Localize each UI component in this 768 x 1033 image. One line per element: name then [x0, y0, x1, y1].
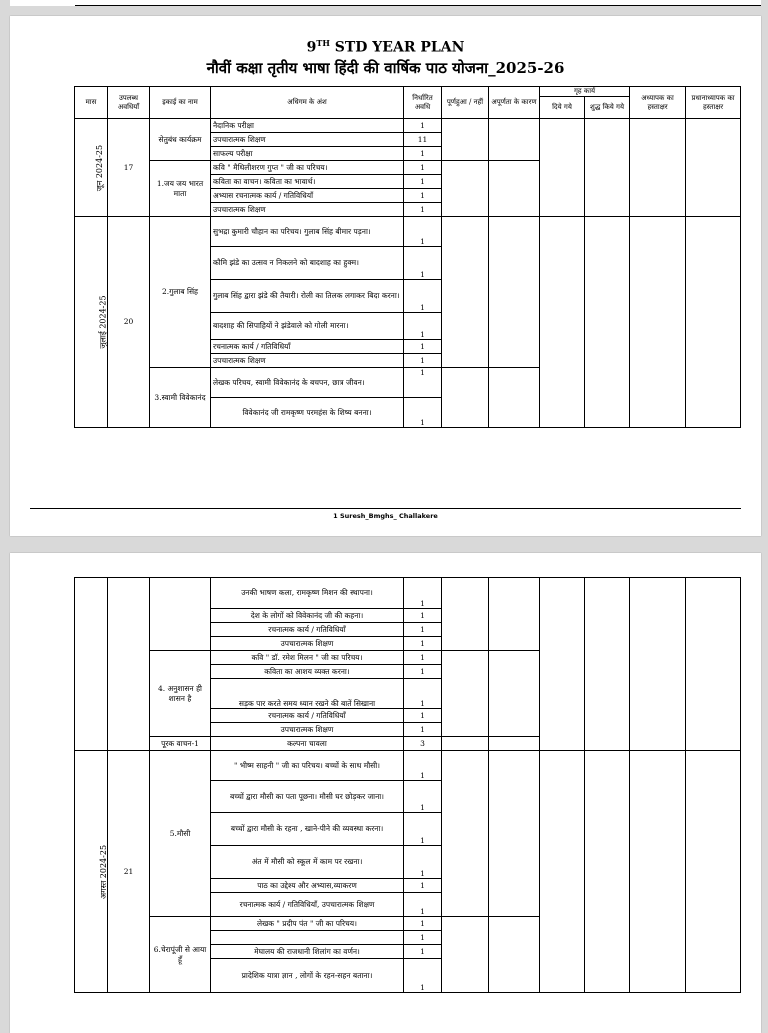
learning-part: उनकी भाषण कला, रामकृष्ण मिशन की स्थापना।: [211, 578, 404, 609]
assigned-period: 1: [404, 723, 442, 737]
month-august: अगस्त 2024-25: [75, 751, 108, 993]
assigned-period: 1: [404, 340, 442, 354]
assigned-period: 1: [404, 917, 442, 931]
assigned-period: 1: [404, 637, 442, 651]
assigned-period: 1: [404, 665, 442, 679]
assigned-period: 1: [404, 147, 442, 161]
assigned-period: 1: [404, 398, 442, 428]
previous-page-edge: [10, 0, 761, 6]
header-head-sign: प्रधानाध्यापक का हस्ताक्षर: [686, 87, 741, 119]
assigned-period: 1: [404, 931, 442, 945]
learning-part: सड़क पार करते समय ध्यान रखने की बातें सिखाना: [211, 679, 404, 709]
month-june: जून 2024-25: [75, 119, 108, 217]
learning-part: मेघालय की राजधानी शिलांग का वर्णन।: [211, 945, 404, 959]
unit-name: 1.जय जय भारत माता: [150, 161, 211, 217]
header-assigned: निर्धारित अवधि: [404, 87, 442, 119]
learning-part: उपचारात्मक शिक्षण: [211, 354, 404, 368]
learning-part: अभ्यास रचनात्मक कार्य / गतिविधियाँ: [211, 189, 404, 203]
learning-part: कवि " मैथिलीशरण गुप्त " जी का परिचय।: [211, 161, 404, 175]
table-row: [75, 217, 741, 247]
unit-name: सेतुबंध कार्यक्रम: [150, 119, 211, 161]
assigned-period: 1: [404, 751, 442, 781]
learning-part: बादशाह की सिपाहियों ने झंडेवाले को गोली मारना।: [211, 313, 404, 340]
assigned-period: 1: [404, 189, 442, 203]
assigned-period: 1: [404, 945, 442, 959]
periods-july: 20: [108, 217, 150, 428]
assigned-period: 11: [404, 133, 442, 147]
title-english: 9TH STD YEAR PLAN: [306, 38, 465, 56]
assigned-period: 1: [404, 161, 442, 175]
assigned-period: 1: [404, 879, 442, 893]
title-hindi: नौवीं कक्षा तृतीय भाषा हिंदी की वार्षिक पाठ योजना_2025-26: [206, 59, 565, 77]
year-plan-table: [74, 86, 741, 428]
header-periods: उपलब्ध अवधियाँ: [108, 87, 150, 119]
assigned-period: 1: [404, 354, 442, 368]
table-row: [75, 119, 741, 133]
assigned-period: 1: [404, 280, 442, 313]
learning-part: उपचारात्मक शिक्षण: [211, 203, 404, 217]
learning-part: रचनात्मक कार्य / गतिविधियाँ: [211, 623, 404, 637]
learning-part: कवि " डॉ. रमेश मिलन " जी का परिचय।: [211, 651, 404, 665]
assigned-period: 1: [404, 578, 442, 609]
learning-part: नैदानिक परीक्षा: [211, 119, 404, 133]
learning-part: उपचारात्मक शिक्षण: [211, 723, 404, 737]
assigned-period: 1: [404, 609, 442, 623]
page-footer: 1 Suresh_Bmghs_ Challakere: [30, 508, 741, 520]
learning-part: " भीष्म साहनी " जी का परिचय। बच्चों के साथ मौसी।: [211, 751, 404, 781]
assigned-period: 1: [404, 623, 442, 637]
header-teacher-sign: अध्यापक का हस्ताक्षर: [630, 87, 686, 119]
assigned-period: 1: [404, 813, 442, 846]
header-month: मास: [75, 87, 108, 119]
learning-part: कौमि झंडे का उत्सव न निकलने को बादशाह का हुक्म।: [211, 247, 404, 280]
learning-part: देश के लोगों को विवेकानंद जी की कहना।: [211, 609, 404, 623]
header-hw-given: दिये गये: [540, 97, 585, 119]
assigned-period: 1: [404, 651, 442, 665]
header-homework: गृह कार्य: [540, 87, 630, 97]
periods-june: 17: [108, 119, 150, 217]
table-row: [75, 578, 741, 609]
assigned-period: 1: [404, 959, 442, 993]
assigned-period: 1: [404, 368, 442, 398]
learning-part: लेखक " प्रदीप पंत " जी का परिचय।: [211, 917, 404, 931]
learning-part: उपचारात्मक शिक्षण: [211, 133, 404, 147]
unit-name: 2.गुलाब सिंह: [150, 217, 211, 368]
learning-part: लेखक परिचय, स्वामी विवेकानंद के बचपन, छात्र जीवन।: [211, 368, 404, 398]
assigned-period: 1: [404, 203, 442, 217]
assigned-period: 1: [404, 217, 442, 247]
assigned-period: 1: [404, 313, 442, 340]
assigned-period: 1: [404, 709, 442, 723]
learning-part: बच्चों द्वारा मौसी के रहना , खाने-पीने की व्यवस्था करना।: [211, 813, 404, 846]
assigned-period: 3: [404, 737, 442, 751]
assigned-period: 1: [404, 893, 442, 917]
learning-part: प्रादेशिक यात्रा ज्ञान , लोगों के रहन-सहन बताना।: [211, 959, 404, 993]
header-hw-corrected: शुद्ध किये गये: [585, 97, 630, 119]
assigned-period: 1: [404, 846, 442, 879]
header-learning: अधिगम के अंश: [211, 87, 404, 119]
learning-part: [211, 931, 404, 945]
learning-part: कविता का आशय व्यक्त करना।: [211, 665, 404, 679]
learning-part: पाठ का उद्देश्य और अभ्यास,व्याकरण: [211, 879, 404, 893]
unit-name: 4. अनुशासन ही शासन है: [150, 651, 211, 737]
assigned-period: 1: [404, 679, 442, 709]
assigned-period: 1: [404, 781, 442, 813]
year-plan-table-continued: [74, 577, 741, 993]
unit-name: पूरक वाचन-1: [150, 737, 211, 751]
learning-part: साफल्य परीक्षा: [211, 147, 404, 161]
unit-name: 6.चेरापूंजी से आया हूँ: [150, 917, 211, 993]
learning-part: सुभद्रा कुमारी चौहान का परिचय। गुलाब सिंह बीमार पड़ना।: [211, 217, 404, 247]
learning-part: बच्चों द्वारा मौसी का पता पूछना। मौसी घर छोड़कर जाना।: [211, 781, 404, 813]
learning-part: कविता का वाचन। कविता का भावार्थ।: [211, 175, 404, 189]
header-reason: अपूर्णता के कारण: [489, 87, 540, 119]
assigned-period: 1: [404, 247, 442, 280]
header-unit: इकाई का नाम: [150, 87, 211, 119]
assigned-period: 1: [404, 175, 442, 189]
assigned-period: 1: [404, 119, 442, 133]
learning-part: कल्पना चावला: [211, 737, 404, 751]
learning-part: रचनात्मक कार्य / गतिविधियाँ: [211, 340, 404, 354]
learning-part: रचनात्मक कार्य / गतिविधियाँ: [211, 709, 404, 723]
header-completed: पूर्णहुआ / नहीं: [442, 87, 489, 119]
learning-part: अंत में मौसी को स्कूल में काम पर रखना।: [211, 846, 404, 879]
learning-part: गुलाब सिंह द्वारा झंडे की तैयारी। रोली का तिलक लगाकर बिदा करना।: [211, 280, 404, 313]
page-1: [10, 16, 761, 536]
month-july: जुलाई 2024-25: [75, 217, 108, 428]
unit-name: 3.स्वामी विवेकानंद: [150, 368, 211, 428]
page-2: [10, 553, 761, 1033]
learning-part: रचनात्मक कार्य / गतिविधियाँ, उपचारात्मक शिक्षण: [211, 893, 404, 917]
learning-part: उपचारात्मक शिक्षण: [211, 637, 404, 651]
learning-part: विवेकानंद जी रामकृष्ण परमहंस के शिष्य बनना।: [211, 398, 404, 428]
periods-august: 21: [108, 751, 150, 993]
table-row: [75, 751, 741, 781]
unit-name: 5.मौसी: [150, 751, 211, 917]
